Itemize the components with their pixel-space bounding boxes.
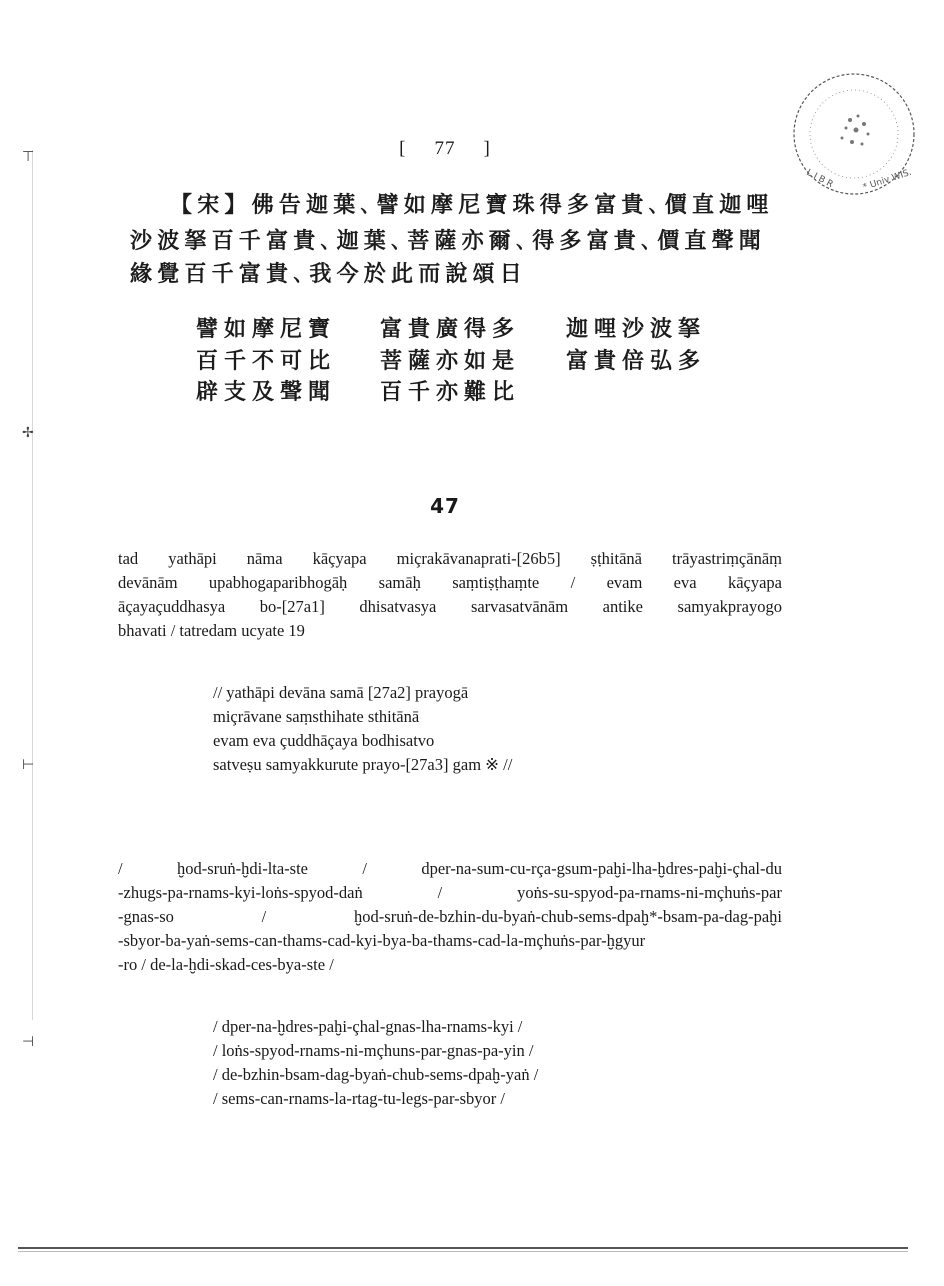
chinese-verse-phrase: 菩薩亦如是 <box>380 349 521 374</box>
margin-tick-mark: ⊣ <box>22 1034 35 1050</box>
library-stamp-icon <box>772 62 922 202</box>
bracket-open: [ <box>399 138 407 159</box>
chinese-prose-line: 緣覺百千富貴､我今於此而說頌日 <box>130 262 528 287</box>
sanskrit-verse-line: evam eva çuddhāçaya bodhisatvo <box>213 731 435 750</box>
section-number: 47 <box>430 494 460 518</box>
chinese-verse-phrase: 百千亦難比 <box>380 380 521 405</box>
tibetan-prose-line: / ḫod-sruṅ-ḫdi-lta-ste / dper-na-sum-cu-rça-gsum-paḫi-lha-ḫdres-paḫi-çhal-du <box>118 859 782 878</box>
sanskrit-verse-line: satveṣu samyakkurute prayo-[27a3] gam ※ // <box>213 755 513 774</box>
margin-tick-mark: ⊢ <box>22 757 35 773</box>
tibetan-verse-line: / loṅs-spyod-rnams-ni-mçhuns-par-gnas-pa-yin / <box>213 1041 534 1060</box>
page-number <box>0 138 890 160</box>
sanskrit-prose-line: devānām upabhogaparibhogāḥ samāḥ saṃtiṣṭhaṃte / evam eva kāçyapa <box>118 573 782 592</box>
tibetan-verse-line: / dper-na-ḫdres-paḫi-çhal-gnas-lha-rnams-kyi / <box>213 1017 523 1036</box>
bottom-rule <box>18 1251 908 1252</box>
svg-text:* Univ WIS.: * Univ WIS. <box>861 167 913 193</box>
sanskrit-verse-line: miçrāvane saṃsthihate sthitānā <box>213 707 420 726</box>
chinese-prose-line: 【宋】佛告迦葉､譬如摩尼寶珠得多富貴､價直迦哩 <box>170 193 774 218</box>
sanskrit-verse-line: // yathāpi devāna samā [27a2] prayogā <box>213 683 469 702</box>
chinese-verse-phrase: 富貴廣得多 <box>380 317 521 342</box>
tibetan-prose-line: -ro / de-la-ḫdi-skad-ces-bya-ste / <box>118 955 334 974</box>
sanskrit-prose-line: tad yathāpi nāma kāçyapa miçrakāvanaprati-[26b5] ṣṭhitānā trāyastriṃçānāṃ <box>118 549 782 568</box>
sanskrit-prose-line: bhavati / tatredam ucyate 19 <box>118 621 305 640</box>
margin-tick-mark: ⊤ <box>22 149 35 165</box>
chinese-verse-phrase: 辟支及聲聞 <box>196 380 337 405</box>
tibetan-prose-line: -zhugs-pa-rnams-kyi-loṅs-spyod-daṅ / yoṅs-su-spyod-pa-rnams-ni-mçhuṅs-par <box>118 883 782 902</box>
sanskrit-prose-line: āçayaçuddhasya bo-[27a1] dhisatvasya sarvasatvānām antike samyakprayogo <box>118 597 782 616</box>
svg-text:L I B R: L I B R <box>804 167 835 191</box>
tibetan-verse-line: / de-bzhin-bsam-dag-byaṅ-chub-sems-dpaḫ-yaṅ / <box>213 1065 539 1084</box>
tibetan-prose-line: -sbyor-ba-yaṅ-sems-can-thams-cad-kyi-bya-ba-thams-cad-la-mçhuṅs-par-ḫgyur <box>118 931 646 950</box>
chinese-verse-phrase: 富貴倍弘多 <box>566 349 707 374</box>
chinese-verse-phrase: 迦哩沙波拏 <box>566 317 707 342</box>
chinese-verse-phrase: 百千不可比 <box>196 349 337 374</box>
tibetan-prose-line: -gnas-so / ḫod-sruṅ-de-bzhin-du-byaṅ-chub-sems-dpaḫ*-bsam-pa-dag-paḫi <box>118 907 782 926</box>
page-number-value: 77 <box>434 138 456 159</box>
scan-edge-line <box>32 150 33 1020</box>
tibetan-verse-line: / sems-can-rnams-la-rtag-tu-legs-par-sbyor / <box>213 1089 505 1108</box>
chinese-verse-phrase: 譬如摩尼寶 <box>196 317 337 342</box>
margin-tick-mark: ✢ <box>22 425 34 441</box>
bracket-close: ] <box>483 138 491 159</box>
chinese-prose-line: 沙波拏百千富貴､迦葉､菩薩亦爾､得多富貴､價直聲聞 <box>130 229 767 254</box>
bottom-rule <box>18 1247 908 1249</box>
